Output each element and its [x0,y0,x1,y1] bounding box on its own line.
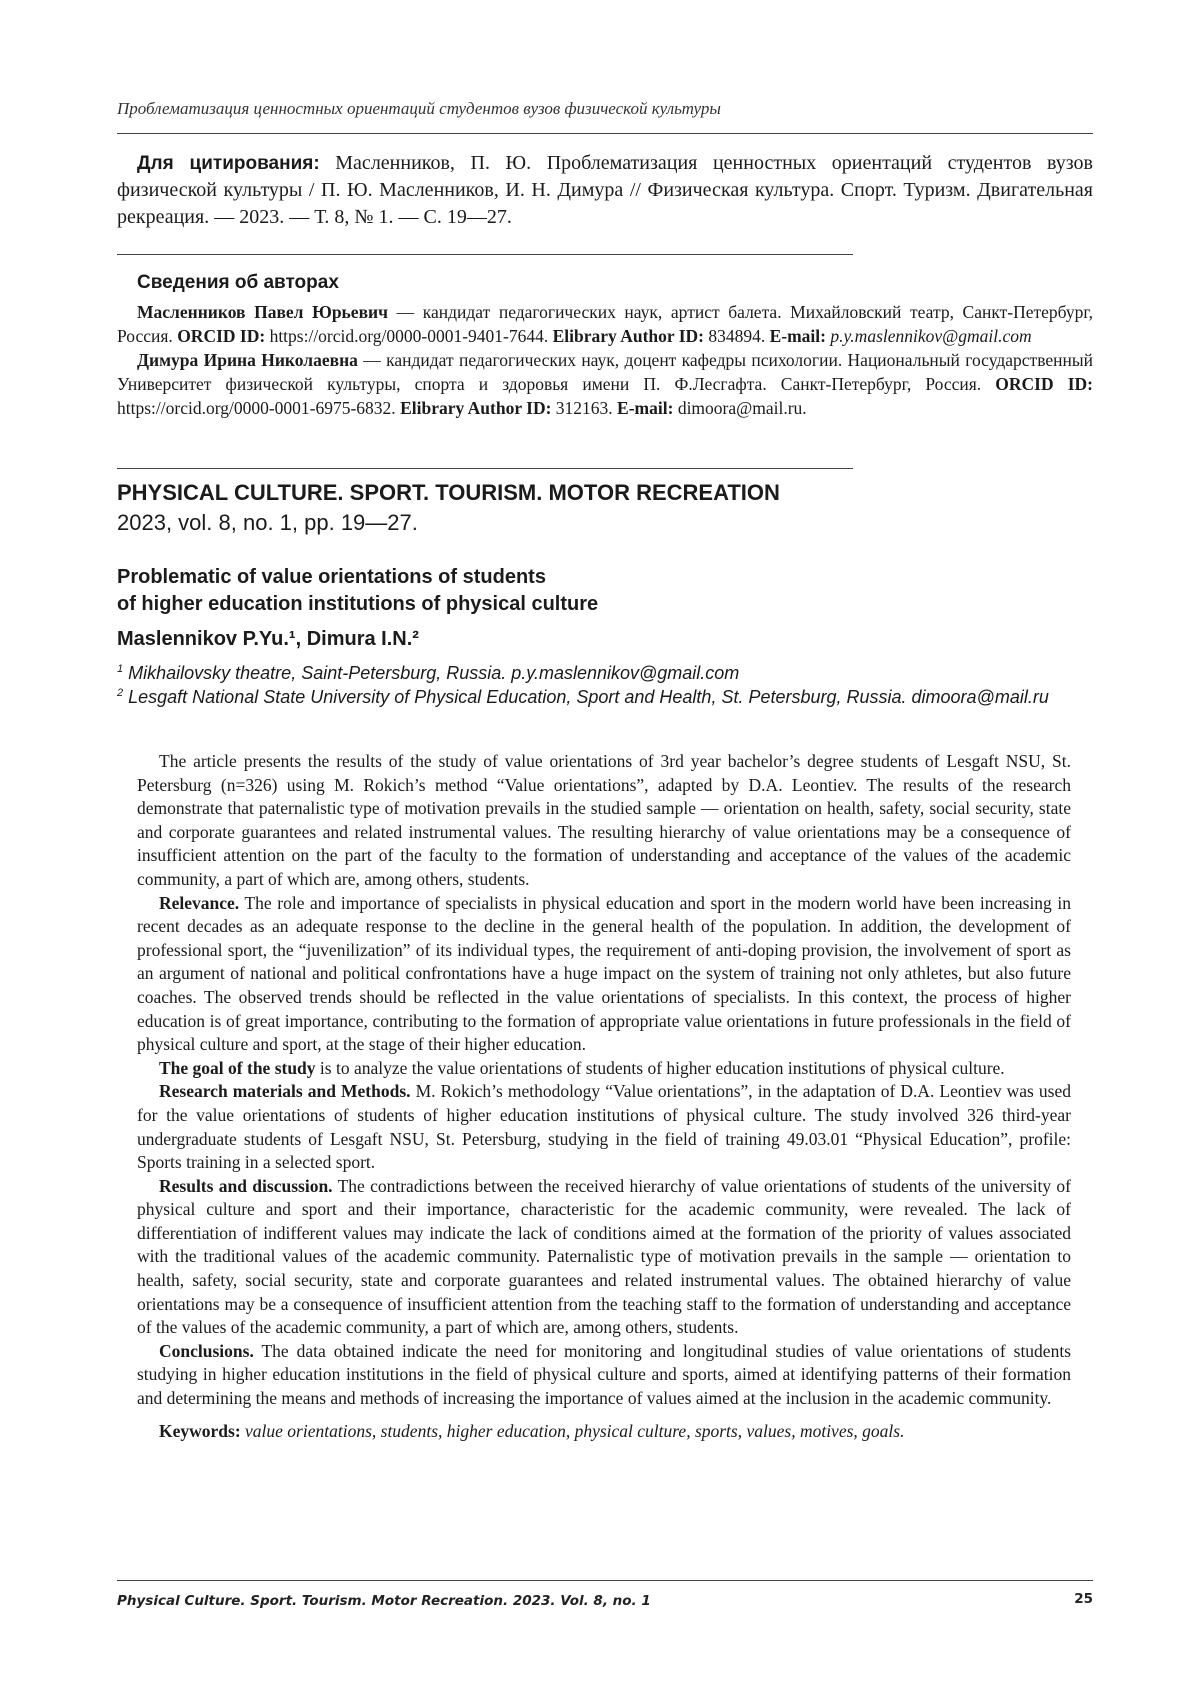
abstract-goal [137,1057,1071,1081]
authors-en: Maslennikov P.Yu.¹, Dimura I.N.² [117,628,419,650]
keywords-label: Keywords: [159,1420,241,1441]
header-rule [117,133,1093,134]
author-1-orcid-label: ORCID ID: [177,326,266,346]
methods-text: M. Rokich’s methodology “Value orientations”, in the adaptation of D.A. Leontiev was used for the value orientations of students of higher education institutions of physical culture. The study involved 326 third-year undergraduate students of Lesgaft NSU, St. Petersburg, studying in the field of training 49.03.01 “Physical Education”, profile: Sports training in a selected sport. [137,1081,1071,1173]
authors-heading: Сведения об авторах [137,272,339,293]
abstract-methods [137,1080,1071,1174]
affiliations [117,661,1093,709]
author-2-name: Димура Ирина Николаевна [137,350,358,370]
affiliation-2-text: Lesgaft National State University of Physical Education, Sport and Health, St. Petersburg, Russia. dimoora@mail.ru [123,687,1049,707]
affiliation-1-mark: 1 [117,663,124,675]
affiliation-1-text: Mikhailovsky theatre, Saint-Petersburg, Russia. p.y.maslennikov@gmail.com [123,663,740,683]
author-2-email-label: E-mail: [617,398,674,418]
author-2-orcid: https://orcid.org/0000-0001-6975-6832. [117,398,401,418]
citation-lead: Для цитирования: [137,153,320,174]
affiliation-1 [117,661,1093,685]
affiliation-2-mark: 2 [117,687,124,699]
article-title-line-1: Problematic of value orientations of students [117,566,546,588]
journal-issue-en: 2023, vol. 8, no. 1, pp. 19—27. [117,510,418,535]
author-2-orcid-label: ORCID ID: [995,374,1093,394]
abstract-intro: The article presents the results of the study of value orientations of 3rd year bachelor’s degree students of Lesgaft NSU, St. Petersburg (n=326) using M. Rokich’s method “Value orientations”, adapted by D.A. Leontiev. The results of the research demonstrate that paternalistic type of motivation prevails in the studied sample — orientation on health, safety, social security, state and corporate guarantees and related instrumental values. The resulting hierarchy of value orientations may be a consequence of insufficient attention on the part of the faculty to the formation of understanding and acceptance of the values of the academic community, a part of which are, among others, students. [137,751,1071,889]
abstract-results [137,1175,1071,1340]
relevance-text: The role and importance of specialists in physical education and sport in the modern world have been increasing in recent decades as an adequate response to the decline in the general health of the population. In addition, the development of professional sport, the “juvenilization” of its individual types, the requirement of anti-doping provision, the involvement of sport as an argument of national and political confrontations have a huge impact on the system of training not only athletes, but also future coaches. The observed trends should be reflected in the value orientations of specialists. In this context, the process of higher education is of great importance, contributing to the formation of appropriate value orientations in future professionals in the field of physical culture and sport, at the stage of their higher education. [137,892,1071,1055]
citation-text: Масленников, П. Ю. Проблематизация ценностных ориентаций студентов вузов физической культуры / П. Ю. Масленников, И. Н. Димура // Физическая культура. Спорт. Туризм. Двигательная рекреация. — 2023. — Т. 8, № 1. — С. 19—27. [117,152,1093,228]
keywords-text: value orientations, students, higher education, physical culture, sports, values, motives, goals. [240,1420,905,1441]
author-1-orcid: https://orcid.org/0000-0001-9401-7644. [265,326,553,346]
page-number: 25 [1074,1591,1093,1607]
goal-text: is to analyze the value orientations of students of higher education institutions of physical culture. [315,1057,1005,1078]
abstract-conclusions [137,1340,1071,1411]
author-1-elibrary-label: Elibrary Author ID: [552,326,704,346]
affiliation-2 [117,685,1093,709]
abstract [137,750,1071,1443]
author-1-email-label: E-mail: [769,326,826,346]
conclusions-text: The data obtained indicate the need for monitoring and longitudinal studies of value orientations of students studying in higher education institutions in the field of physical culture and sports, aimed at identifying patterns of their formation and determining the means and methods of increasing the importance of values aimed at the inclusion in the academic community. [137,1340,1071,1409]
author-2-elibrary-label: Elibrary Author ID: [400,398,552,418]
citation-block [117,150,1093,231]
author-2-email: dimoora@mail.ru. [673,398,807,418]
abstract-relevance [137,892,1071,1057]
relevance-label: Relevance. [159,892,240,913]
citation-rule [117,254,853,255]
authors-rule [117,468,853,469]
conclusions-label: Conclusions. [159,1340,254,1361]
article-title-en [117,564,598,618]
results-label: Results and discussion. [159,1175,333,1196]
authors-info [117,300,1093,420]
author-2-info [117,348,1093,420]
footer-journal: Physical Culture. Sport. Tourism. Motor Recreation. 2023. Vol. 8, no. 1 [117,1593,651,1609]
abstract-keywords [137,1420,1071,1444]
methods-label: Research materials and Methods. [159,1081,411,1102]
author-2-elibrary: 312163. [551,398,618,418]
footer-rule [117,1580,1093,1581]
author-2-desc: — кандидат педагогических наук, доцент кафедры психологии. Национальный государственный Университет физической культуры, спорта и здоровья имени П. Ф.Лесгафта. Санкт-Петербург, Россия. [117,350,1093,394]
author-1-info [117,300,1093,348]
author-1-desc: — кандидат педагогических наук, артист балета. Михайловский театр, Санкт-Петербург, Россия. [117,302,1093,346]
running-title: Проблематизация ценностных ориентаций студентов вузов физической культуры [117,99,721,118]
results-text: The contradictions between the received hierarchy of value orientations of students of the university of physical culture and sport and their importance, characteristic for the academic community, were revealed. The lack of differentiation of indifferent values may indicate the lack of conditions aimed at the formation of the priority of values associated with the traditional values of the academic community. Paternalistic type of motivation prevails in the sample — orientation to health, safety, social security, state and corporate guarantees and related instrumental values. The obtained hierarchy of value orientations may be a consequence of insufficient attention from the teaching staff to the formation of understanding and acceptance of the values of the academic community, a part of which are, among others, students. [137,1175,1071,1338]
article-title-line-2: of higher education institutions of physical culture [117,593,599,615]
author-1-email: p.y.maslennikov@gmail.com [826,326,1032,346]
author-1-elibrary: 834894. [703,326,770,346]
journal-title-en: PHYSICAL CULTURE. SPORT. TOURISM. MOTOR RECREATION [117,480,780,505]
goal-label: The goal of the study [159,1057,316,1078]
author-1-name: Масленников Павел Юрьевич [137,302,388,322]
